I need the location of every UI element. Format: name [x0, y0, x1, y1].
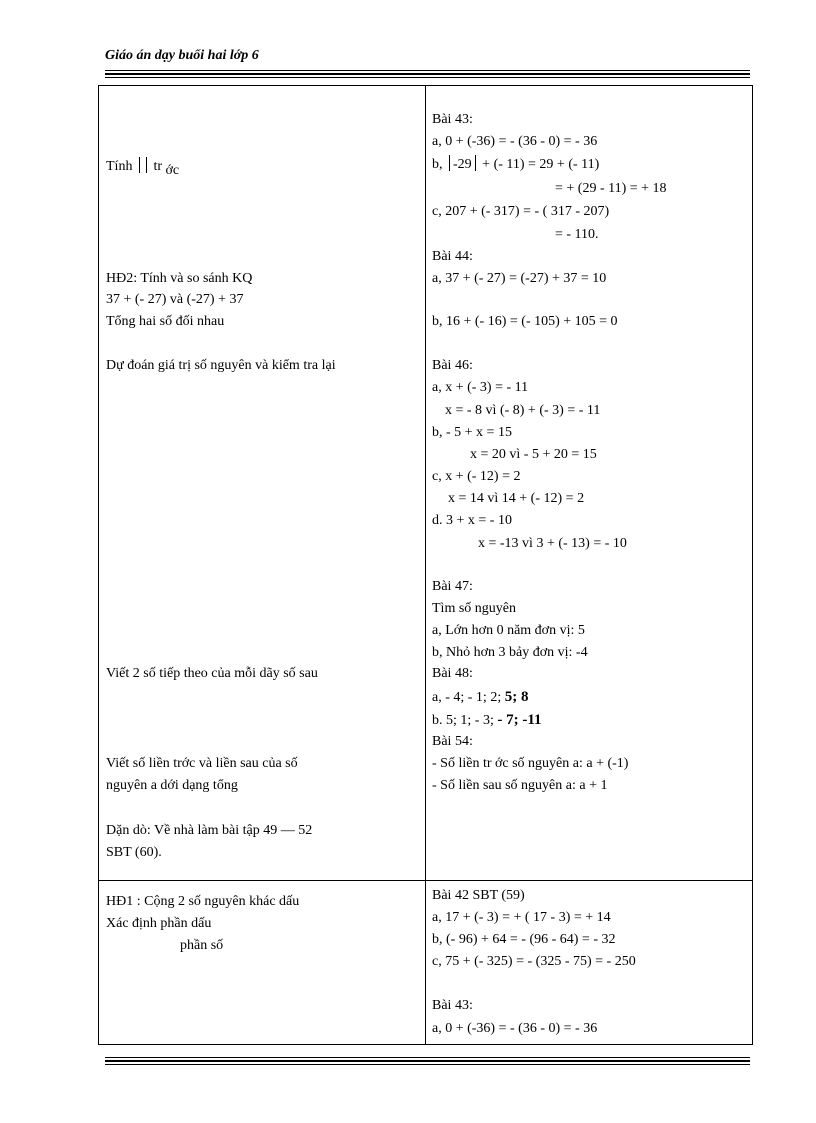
b43b-title: Bài 43: — [432, 998, 473, 1013]
b46-b: b, - 5 + x = 15 — [432, 425, 512, 440]
b44-b: b, 16 + (- 16) = (- 105) + 105 = 0 — [432, 314, 618, 329]
b46-a2: x = - 8 vì (- 8) + (- 3) = - 11 — [445, 403, 601, 418]
b54-1: - Số liền tr ớc số nguyên a: a + (-1) — [432, 756, 629, 771]
b42-c: c, 75 + (- 325) = - (325 - 75) = - 250 — [432, 954, 636, 969]
abs-bar-right — [146, 157, 147, 173]
left-du-doan: Dự đoán giá trị số nguyên và kiểm tra lại — [106, 358, 336, 373]
b54-title: Bài 54: — [432, 734, 473, 749]
b47-sub: Tìm số nguyên — [432, 601, 516, 616]
b47-a: a, Lớn hơn 0 năm đơn vị: 5 — [432, 623, 585, 638]
left-tinh: Tính tr ớc — [106, 159, 180, 178]
footer-rule-bottom — [105, 1064, 750, 1065]
left-dan-do-1: Dặn dò: Về nhà làm bài tập 49 — 52 — [106, 823, 313, 838]
b42-title: Bài 42 SBT (59) — [432, 888, 525, 903]
b47-b: b, Nhỏ hơn 3 bảy đơn vị: -4 — [432, 645, 588, 660]
b48-a: a, - 4; - 1; 2; 5; 8 — [432, 689, 529, 705]
b46-c: c, x + (- 12) = 2 — [432, 469, 521, 484]
footer-rule-top — [105, 1057, 750, 1058]
b46-c2: x = 14 vì 14 + (- 12) = 2 — [448, 491, 585, 506]
b43-b2: = + (29 - 11) = + 18 — [555, 181, 667, 196]
b48-title: Bài 48: — [432, 666, 473, 681]
b46-d2: x = -13 vì 3 + (- 13) = - 10 — [478, 536, 627, 551]
left-dan-do-2: SBT (60). — [106, 845, 162, 860]
header-rule-top — [105, 70, 750, 71]
b46-d: d. 3 + x = - 10 — [432, 513, 512, 528]
b44-title: Bài 44: — [432, 249, 473, 264]
left-xac-dinh: Xác định phần dấu — [106, 916, 212, 931]
b42-b: b, (- 96) + 64 = - (96 - 64) = - 32 — [432, 932, 616, 947]
left-hd2: HĐ2: Tính và so sánh KQ — [106, 271, 253, 286]
b48-b: b. 5; 1; - 3; - 7; -11 — [432, 712, 542, 728]
b46-b2: x = 20 vì - 5 + 20 = 15 — [470, 447, 597, 462]
b46-title: Bài 46: — [432, 358, 473, 373]
left-viet-lien-1: Viết số liền trớc và liền sau của số — [106, 756, 298, 771]
b43-title: Bài 43: — [432, 112, 473, 127]
header-rule-bottom — [105, 77, 750, 78]
left-hd2-expr: 37 + (- 27) và (-27) + 37 — [106, 292, 244, 307]
header-rule-middle — [105, 73, 750, 75]
b47-title: Bài 47: — [432, 579, 473, 594]
b44-a: a, 37 + (- 27) = (-27) + 37 = 10 — [432, 271, 607, 286]
b42-a: a, 17 + (- 3) = + ( 17 - 3) = + 14 — [432, 910, 611, 925]
b43-a: a, 0 + (-36) = - (36 - 0) = - 36 — [432, 134, 598, 149]
abs-bar-left — [139, 157, 140, 173]
left-tong: Tổng hai số đối nhau — [106, 314, 225, 329]
b48-b-answer: - 7; -11 — [497, 712, 542, 728]
b54-2: - Số liền sau số nguyên a: a + 1 — [432, 778, 608, 793]
column-divider — [425, 85, 426, 1045]
page-header-title: Giáo án dạy buổi hai lớp 6 — [105, 48, 259, 63]
b46-a: a, x + (- 3) = - 11 — [432, 380, 529, 395]
b43-c2: = - 110. — [555, 227, 599, 242]
footer-rule-middle — [105, 1060, 750, 1062]
left-hd1: HĐ1 : Cộng 2 số nguyên khác dấu — [106, 894, 300, 909]
b43b-a: a, 0 + (-36) = - (36 - 0) = - 36 — [432, 1021, 598, 1036]
left-phan-so: phần số — [180, 938, 224, 953]
left-viet-lien-2: nguyên a dới dạng tổng — [106, 778, 238, 793]
left-viet2: Viết 2 số tiếp theo của mỗi dãy số sau — [106, 666, 318, 681]
abs-bar-left — [449, 155, 450, 171]
b43-c: c, 207 + (- 317) = - ( 317 - 207) — [432, 204, 610, 219]
row-divider — [98, 880, 753, 881]
abs-bar-right — [475, 155, 476, 171]
b48-a-answer: 5; 8 — [504, 689, 529, 705]
b43-b: b, -29 + (- 11) = 29 + (- 11) — [432, 157, 600, 172]
